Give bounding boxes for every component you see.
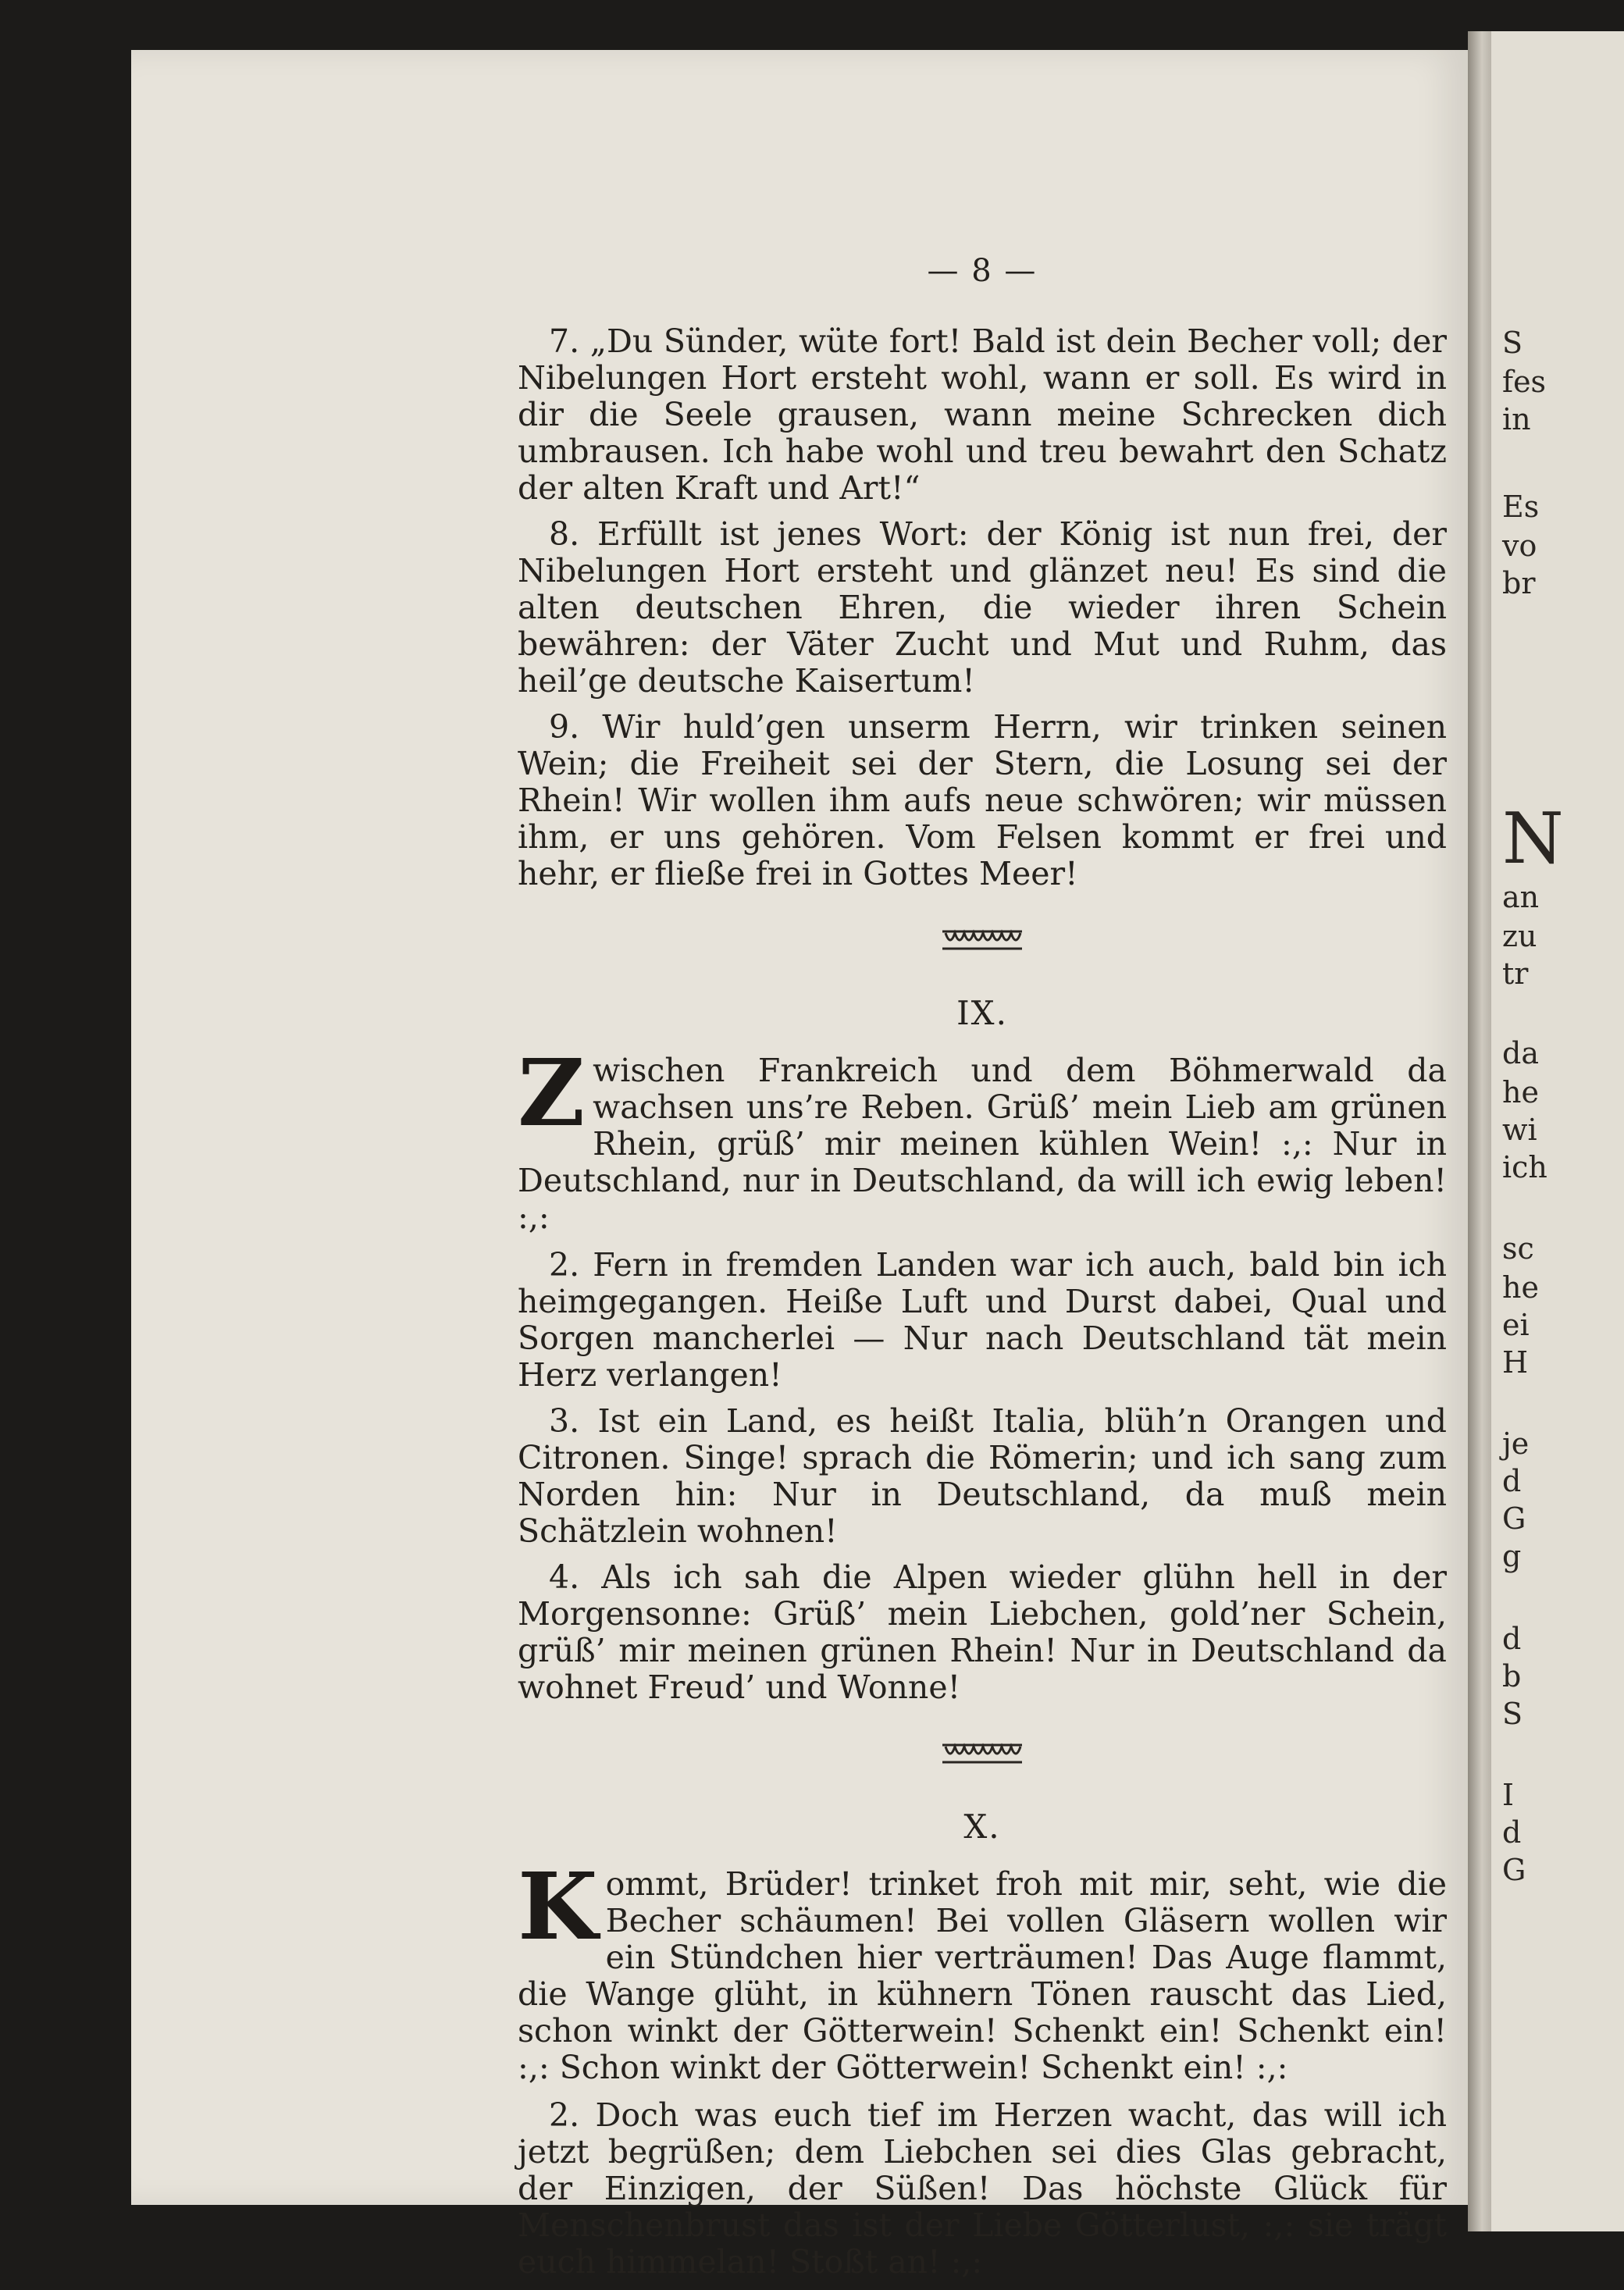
facing-text-fragment: d	[1502, 1622, 1522, 1656]
facing-text-fragment: zu	[1502, 919, 1537, 953]
facing-text-fragment: I	[1502, 1778, 1515, 1812]
verse-ix-2: 2. Fern in fremden Landen war ich auch, bald bin ich heimgegangen. Heiße Luft und Durst dabei, Qual und Sorgen mancherlei — Nur nach Deutschland tät mein Herz verlangen!	[518, 1246, 1447, 1394]
facing-text-fragment: S	[1502, 326, 1523, 360]
facing-text-fragment: fes	[1502, 365, 1547, 399]
facing-text-fragment: Es	[1502, 490, 1540, 524]
verse-x-1	[518, 1852, 1447, 2086]
page-number: — 8 —	[927, 253, 1038, 289]
ornament-divider-icon	[518, 1742, 1447, 1770]
facing-text-fragment: d	[1502, 1815, 1522, 1850]
facing-page-edge	[1491, 31, 1624, 2231]
facing-text-fragment: S	[1502, 1697, 1523, 1731]
facing-text-fragment: H	[1502, 1345, 1529, 1380]
facing-text-fragment: b	[1502, 1659, 1522, 1693]
section-title-x: X.	[963, 1807, 1001, 1846]
book-gutter	[1468, 31, 1491, 2231]
drop-cap-z: Z	[518, 1038, 586, 1147]
facing-text-fragment: vo	[1502, 529, 1537, 563]
facing-text-fragment: je	[1502, 1426, 1530, 1461]
facing-text-fragment: he	[1502, 1075, 1539, 1109]
verse-x-1-text: ommt, Brüder! trinket froh mit mir, seht, wie die Becher schäumen! Bei vollen Gläsern wollen wir ein Stündchen hier verträumen! Das Auge flammt, die Wange glüht, in kühnern Tönen rauscht das Lied, schon winkt der Götterwein! Schenkt ein! Schenkt ein! :,: Schon winkt der Götterwein! Schenkt ein! :,:	[518, 1865, 1447, 2086]
facing-text-fragment: g	[1502, 1539, 1522, 1573]
facing-text-fragment: wi	[1502, 1113, 1537, 1147]
facing-text-fragment: he	[1502, 1270, 1539, 1305]
page-content	[518, 253, 1447, 2290]
facing-text-fragment: an	[1502, 880, 1540, 914]
facing-text-fragment: tr	[1502, 956, 1529, 991]
facing-text-fragment: G	[1502, 1853, 1526, 1887]
verse-x-2: 2. Doch was euch tief im Herzen wacht, das will ich jetzt begrüßen; dem Liebchen sei dies Glas gebracht, der Einzigen, der Süßen! Das höchste Glück für Menschenbrust das ist der Liebe Götterlust, :,: sie trägt euch himmelan! Stoßt an! :,:	[518, 2096, 1447, 2281]
facing-text-fragment: N	[1502, 798, 1564, 880]
facing-text-fragment: G	[1502, 1501, 1526, 1536]
verse-viii-8: 8. Erfüllt ist jenes Wort: der König ist nun frei, der Nibelungen Hort ersteht und glänzet neu! Es sind die alten deutschen Ehren, die wieder ihren Schein bewähren: der Väter Zucht und Mut und Ruhm, das heil’ge deutsche Kaisertum!	[518, 515, 1447, 700]
facing-text-fragment: br	[1502, 566, 1536, 600]
verse-ix-3: 3. Ist ein Land, es heißt Italia, blüh’n Orangen und Citronen. Singe! sprach die Römerin; und ich sang zum Norden hin: Nur in Deutschland, da muß mein Schätzlein wohnen!	[518, 1402, 1447, 1550]
facing-text-fragment: sc	[1502, 1231, 1534, 1266]
verse-ix-4: 4. Als ich sah die Alpen wieder glühn hell in der Morgensonne: Grüß’ mein Liebchen, gold’ner Schein, grüß’ mir meinen grünen Rhein! Nur in Deutschland da wohnet Freud’ und Wonne!	[518, 1558, 1447, 1706]
verse-ix-1-text: wischen Frankreich und dem Böhmerwald da wachsen uns’re Reben. Grüß’ mein Lieb am grünen Rhein, grüß’ mir meinen kühlen Wein! :,: Nur in Deutschland, nur in Deutschland, da will ich ewig leben! :,:	[518, 1052, 1447, 1236]
verse-viii-7: 7. „Du Sünder, wüte fort! Bald ist dein Becher voll; der Nibelungen Hort ersteht wohl, wann er soll. Es wird in dir die Seele grausen, wann meine Schrecken dich umbrausen. Ich habe wohl und treu bewahrt den Schatz der alten Kraft und Art!“	[518, 322, 1447, 507]
ornament-divider-icon	[518, 928, 1447, 956]
drop-cap-k: K	[518, 1852, 598, 1961]
facing-text-fragment: da	[1502, 1036, 1539, 1070]
facing-text-fragment: ich	[1502, 1150, 1547, 1184]
facing-text-fragment: in	[1502, 402, 1531, 436]
facing-text-fragment: d	[1502, 1464, 1522, 1498]
facing-text-fragment: ei	[1502, 1308, 1530, 1342]
section-title-ix: IX.	[956, 994, 1008, 1032]
verse-viii-9: 9. Wir huld’gen unserm Herrn, wir trinken seinen Wein; die Freiheit sei der Stern, die Losung sei der Rhein! Wir wollen ihm aufs neue schwören; wir müssen ihm, er uns gehören. Vom Felsen kommt er frei und hehr, er fließe frei in Gottes Meer!	[518, 708, 1447, 892]
verse-ix-1	[518, 1038, 1447, 1236]
book-page	[131, 50, 1468, 2281]
